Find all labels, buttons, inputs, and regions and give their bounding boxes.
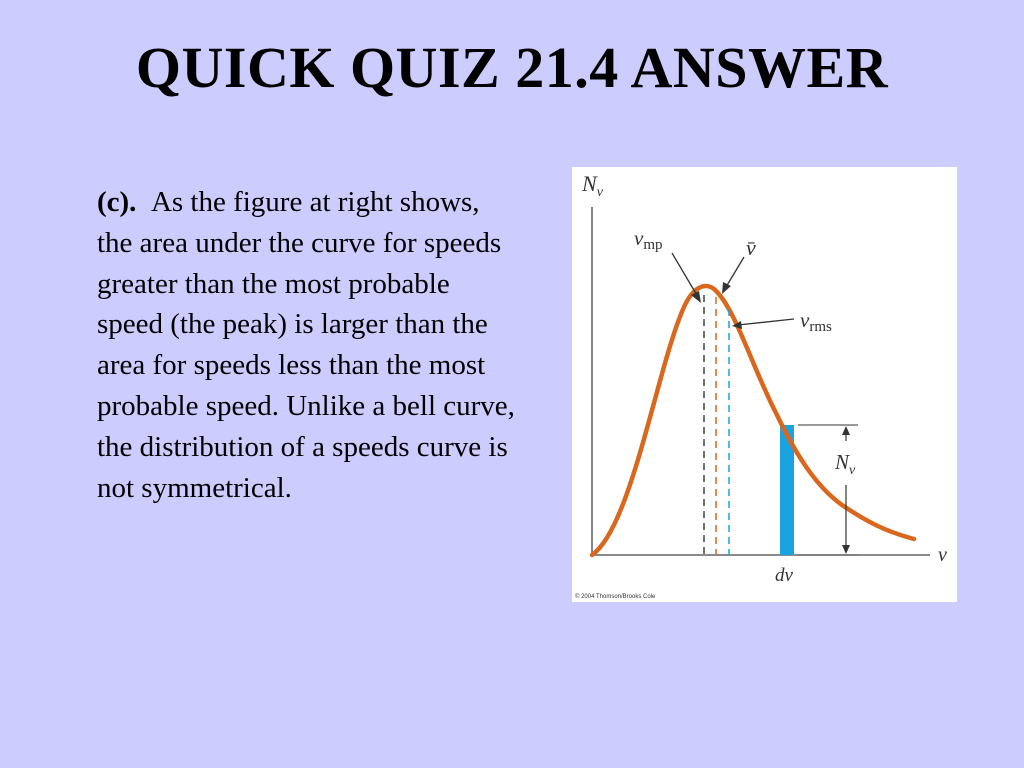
nv-lower-arrow-head: [842, 545, 850, 554]
copyright-text: © 2004 Thomson/Brooks Cole: [575, 594, 656, 600]
vmp-arrow: [672, 253, 698, 297]
vmp-label: vmp: [634, 226, 663, 253]
answer-text-block: [97, 182, 517, 508]
speed-distribution-figure: [572, 167, 957, 602]
x-axis-label: v: [938, 544, 947, 566]
answer-label: (c).: [97, 186, 137, 218]
vbar-arrow-head: [722, 282, 731, 294]
vrms-label: vrms: [800, 308, 832, 335]
nv-label: $N_v$: [835, 450, 856, 478]
y-axis-label: $N_v$: [582, 171, 603, 200]
speed-distribution-diagram: [572, 167, 957, 602]
dv-label: dv: [775, 565, 793, 586]
vbar-label: v̄: [746, 235, 756, 260]
vrms-arrow: [738, 319, 794, 325]
distribution-curve: [592, 286, 914, 555]
slide-title: QUICK QUIZ 21.4 ANSWER: [135, 35, 889, 100]
answer-explanation: As the figure at right shows, the area under the curve for speeds greater than the most probable speed (the peak) is larger than the area for speeds less than the most probable speed. Unlike a bell curve, the distribution of a speeds curve is not symmetrical.: [97, 186, 515, 504]
vbar-arrow: [726, 257, 744, 287]
nv-upper-arrow-head: [842, 426, 850, 435]
